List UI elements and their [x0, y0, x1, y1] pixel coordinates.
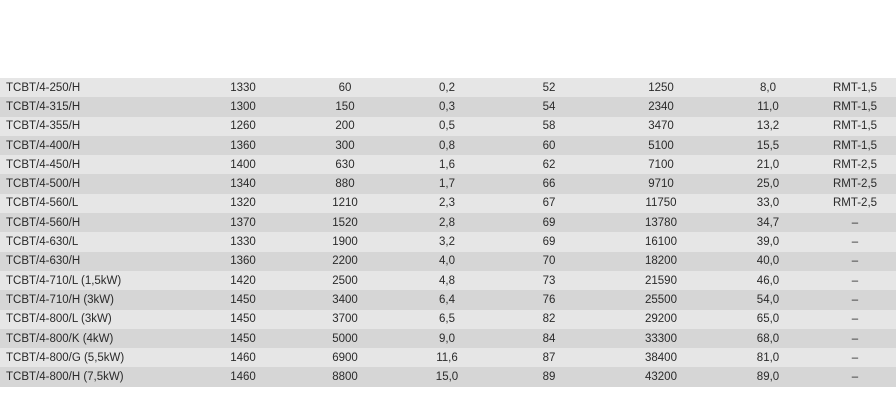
- cell-model: TCBT/4-560/L: [0, 194, 192, 213]
- cell-rpm: 1260: [192, 117, 294, 136]
- cell-sound: 67: [498, 194, 600, 213]
- table-row: [0, 348, 896, 367]
- cell-weight: 15,5: [722, 136, 814, 155]
- cell-sound: 66: [498, 174, 600, 193]
- cell-pressure: 38400: [600, 348, 722, 367]
- cell-sound: 70: [498, 252, 600, 271]
- cell-controller: RMT-2,5: [814, 194, 896, 213]
- cell-controller: –: [814, 348, 896, 367]
- cell-power: 9,0: [396, 329, 498, 348]
- cell-rpm: 1320: [192, 194, 294, 213]
- cell-rpm: 1450: [192, 329, 294, 348]
- specification-table: [0, 78, 896, 387]
- cell-rpm: 1420: [192, 271, 294, 290]
- cell-power: 0,5: [396, 117, 498, 136]
- cell-rpm: 1450: [192, 310, 294, 329]
- cell-airflow: 8800: [294, 367, 396, 386]
- cell-airflow: 1520: [294, 213, 396, 232]
- table-row: [0, 232, 896, 251]
- cell-power: 4,8: [396, 271, 498, 290]
- cell-weight: 13,2: [722, 117, 814, 136]
- cell-pressure: 29200: [600, 310, 722, 329]
- cell-airflow: 200: [294, 117, 396, 136]
- cell-weight: 54,0: [722, 290, 814, 309]
- cell-rpm: 1460: [192, 367, 294, 386]
- cell-model: TCBT/4-560/H: [0, 213, 192, 232]
- cell-pressure: 9710: [600, 174, 722, 193]
- cell-power: 0,8: [396, 136, 498, 155]
- cell-power: 6,5: [396, 310, 498, 329]
- table-row: [0, 97, 896, 116]
- cell-model: TCBT/4-710/H (3kW): [0, 290, 192, 309]
- cell-sound: 84: [498, 329, 600, 348]
- cell-rpm: 1360: [192, 252, 294, 271]
- cell-weight: 8,0: [722, 78, 814, 97]
- cell-pressure: 25500: [600, 290, 722, 309]
- cell-controller: RMT-1,5: [814, 97, 896, 116]
- cell-controller: RMT-1,5: [814, 136, 896, 155]
- cell-weight: 25,0: [722, 174, 814, 193]
- cell-power: 0,2: [396, 78, 498, 97]
- table-row: [0, 78, 896, 97]
- cell-airflow: 150: [294, 97, 396, 116]
- cell-controller: RMT-1,5: [814, 78, 896, 97]
- cell-pressure: 16100: [600, 232, 722, 251]
- cell-weight: 89,0: [722, 367, 814, 386]
- cell-model: TCBT/4-710/L (1,5kW): [0, 271, 192, 290]
- cell-controller: RMT-1,5: [814, 117, 896, 136]
- cell-power: 15,0: [396, 367, 498, 386]
- cell-rpm: 1360: [192, 136, 294, 155]
- cell-pressure: 5100: [600, 136, 722, 155]
- cell-controller: –: [814, 310, 896, 329]
- cell-controller: –: [814, 213, 896, 232]
- cell-airflow: 2200: [294, 252, 396, 271]
- cell-airflow: 3700: [294, 310, 396, 329]
- cell-power: 4,0: [396, 252, 498, 271]
- table-row: [0, 329, 896, 348]
- cell-pressure: 33300: [600, 329, 722, 348]
- table-row: [0, 290, 896, 309]
- cell-airflow: 630: [294, 155, 396, 174]
- cell-rpm: 1330: [192, 78, 294, 97]
- cell-sound: 69: [498, 232, 600, 251]
- cell-controller: RMT-2,5: [814, 174, 896, 193]
- cell-pressure: 2340: [600, 97, 722, 116]
- table-row: [0, 252, 896, 271]
- cell-controller: –: [814, 271, 896, 290]
- cell-rpm: 1450: [192, 290, 294, 309]
- cell-power: 0,3: [396, 97, 498, 116]
- cell-airflow: 5000: [294, 329, 396, 348]
- cell-airflow: 880: [294, 174, 396, 193]
- cell-rpm: 1400: [192, 155, 294, 174]
- table-row: [0, 117, 896, 136]
- cell-pressure: 18200: [600, 252, 722, 271]
- table-row: [0, 136, 896, 155]
- cell-pressure: 7100: [600, 155, 722, 174]
- cell-weight: 11,0: [722, 97, 814, 116]
- cell-power: 1,6: [396, 155, 498, 174]
- cell-rpm: 1340: [192, 174, 294, 193]
- cell-rpm: 1370: [192, 213, 294, 232]
- cell-rpm: 1300: [192, 97, 294, 116]
- cell-controller: –: [814, 252, 896, 271]
- cell-sound: 62: [498, 155, 600, 174]
- cell-airflow: 1900: [294, 232, 396, 251]
- table-row: [0, 310, 896, 329]
- cell-weight: 81,0: [722, 348, 814, 367]
- cell-sound: 60: [498, 136, 600, 155]
- cell-power: 1,7: [396, 174, 498, 193]
- cell-controller: –: [814, 232, 896, 251]
- table-row: [0, 194, 896, 213]
- cell-airflow: 1210: [294, 194, 396, 213]
- cell-sound: 76: [498, 290, 600, 309]
- cell-pressure: 1250: [600, 78, 722, 97]
- cell-sound: 58: [498, 117, 600, 136]
- cell-power: 2,8: [396, 213, 498, 232]
- cell-pressure: 3470: [600, 117, 722, 136]
- cell-airflow: 60: [294, 78, 396, 97]
- cell-model: TCBT/4-800/L (3kW): [0, 310, 192, 329]
- cell-airflow: 6900: [294, 348, 396, 367]
- cell-sound: 87: [498, 348, 600, 367]
- cell-model: TCBT/4-800/H (7,5kW): [0, 367, 192, 386]
- cell-power: 11,6: [396, 348, 498, 367]
- cell-sound: 54: [498, 97, 600, 116]
- cell-model: TCBT/4-500/H: [0, 174, 192, 193]
- cell-model: TCBT/4-800/G (5,5kW): [0, 348, 192, 367]
- cell-model: TCBT/4-630/L: [0, 232, 192, 251]
- cell-weight: 65,0: [722, 310, 814, 329]
- cell-controller: RMT-2,5: [814, 155, 896, 174]
- cell-sound: 69: [498, 213, 600, 232]
- cell-model: TCBT/4-315/H: [0, 97, 192, 116]
- cell-power: 2,3: [396, 194, 498, 213]
- cell-sound: 82: [498, 310, 600, 329]
- table-body: [0, 78, 896, 387]
- cell-model: TCBT/4-630/H: [0, 252, 192, 271]
- cell-controller: –: [814, 367, 896, 386]
- cell-sound: 52: [498, 78, 600, 97]
- cell-pressure: 21590: [600, 271, 722, 290]
- cell-model: TCBT/4-355/H: [0, 117, 192, 136]
- cell-power: 6,4: [396, 290, 498, 309]
- cell-rpm: 1330: [192, 232, 294, 251]
- cell-model: TCBT/4-400/H: [0, 136, 192, 155]
- cell-weight: 21,0: [722, 155, 814, 174]
- cell-weight: 68,0: [722, 329, 814, 348]
- cell-airflow: 3400: [294, 290, 396, 309]
- cell-weight: 39,0: [722, 232, 814, 251]
- table-row: [0, 213, 896, 232]
- table-row: [0, 367, 896, 386]
- cell-weight: 40,0: [722, 252, 814, 271]
- cell-controller: –: [814, 329, 896, 348]
- table-row: [0, 174, 896, 193]
- cell-pressure: 13780: [600, 213, 722, 232]
- cell-weight: 33,0: [722, 194, 814, 213]
- cell-sound: 89: [498, 367, 600, 386]
- cell-airflow: 2500: [294, 271, 396, 290]
- cell-weight: 34,7: [722, 213, 814, 232]
- cell-model: TCBT/4-450/H: [0, 155, 192, 174]
- table-row: [0, 155, 896, 174]
- cell-rpm: 1460: [192, 348, 294, 367]
- cell-model: TCBT/4-800/K (4kW): [0, 329, 192, 348]
- cell-controller: –: [814, 290, 896, 309]
- cell-pressure: 43200: [600, 367, 722, 386]
- cell-pressure: 11750: [600, 194, 722, 213]
- cell-sound: 73: [498, 271, 600, 290]
- cell-airflow: 300: [294, 136, 396, 155]
- cell-model: TCBT/4-250/H: [0, 78, 192, 97]
- cell-power: 3,2: [396, 232, 498, 251]
- cell-weight: 46,0: [722, 271, 814, 290]
- table-row: [0, 271, 896, 290]
